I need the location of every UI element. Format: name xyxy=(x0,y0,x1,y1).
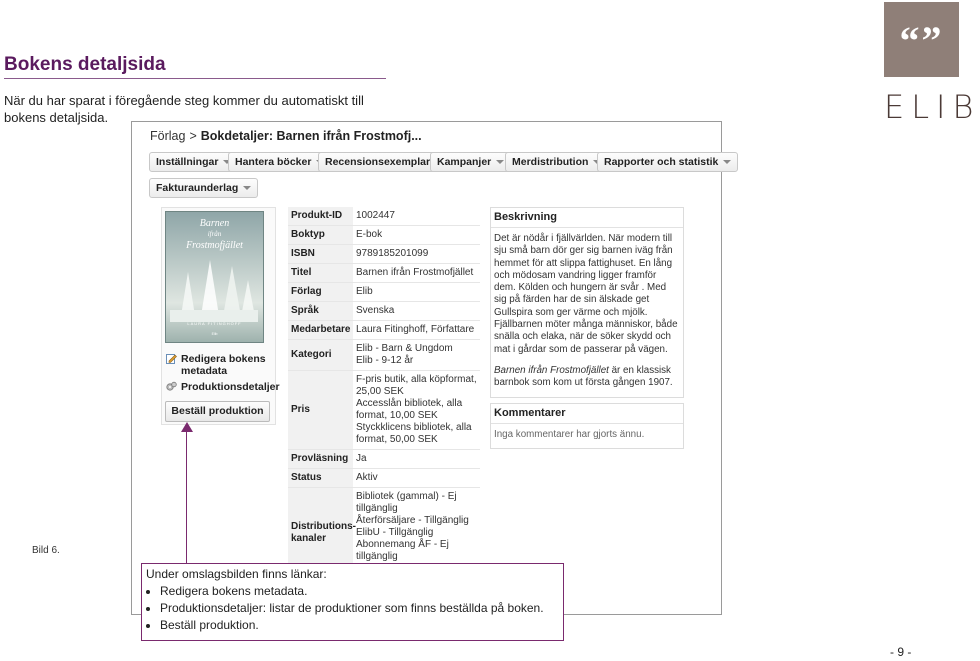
cover-author: LAURA FITINGHOFF xyxy=(187,321,242,326)
detail-row xyxy=(288,226,480,245)
detail-row xyxy=(288,245,480,264)
callout-item: • Redigera bokens metadata. xyxy=(160,583,563,600)
quote-mark-icon: “” xyxy=(899,18,944,63)
cover-title-line: ifrån xyxy=(207,230,222,238)
detail-label: Distributions-kanaler xyxy=(288,488,353,578)
nav-rapporter[interactable] xyxy=(597,152,738,172)
detail-label: ISBN xyxy=(288,245,353,263)
comments-panel xyxy=(490,403,684,449)
elib-logo-text: ELIB xyxy=(884,88,980,126)
breadcrumb xyxy=(150,129,422,143)
detail-row xyxy=(288,321,480,340)
description-title: Beskrivning xyxy=(491,208,683,228)
callout-item: • Produktionsdetaljer: listar de produktioner som finns beställda på boken. xyxy=(160,600,563,617)
detail-label: Boktyp xyxy=(288,226,353,244)
cover-publisher: Elib xyxy=(211,332,218,336)
detail-value-line: Elib - Barn & Ungdom xyxy=(356,343,453,354)
nav-label: Fakturaunderlag xyxy=(156,182,239,194)
detail-value-line: Barnen ifrån Frostmofjället xyxy=(356,267,474,278)
detail-value xyxy=(353,302,480,320)
breadcrumb-root[interactable]: Förlag xyxy=(150,129,186,143)
detail-value xyxy=(353,450,480,468)
detail-label: Medarbetare xyxy=(288,321,353,339)
detail-value-line: Styckklicens bibliotek, alla xyxy=(356,422,472,433)
detail-value-line: format, 10,00 SEK xyxy=(356,410,438,421)
detail-value-line: Accesslån bibliotek, alla xyxy=(356,398,463,409)
intro-text: När du har sparat i föregående steg kommer du automatiskt till bokens detaljsida. xyxy=(4,93,364,125)
production-details-link[interactable] xyxy=(166,381,280,393)
detail-value-line: Abonnemang ÅF - Ej xyxy=(356,539,449,550)
nav-label: Merdistribution xyxy=(512,156,589,168)
page-heading: Bokens detaljsida xyxy=(4,54,166,75)
edit-metadata-label: Redigera bokens metadata xyxy=(181,353,266,377)
detail-label: Förlag xyxy=(288,283,353,301)
callout-arrow-line xyxy=(186,430,187,563)
callout-list xyxy=(146,583,563,634)
nav-merdistribution[interactable] xyxy=(505,152,608,172)
nav-fakturaunderlag[interactable] xyxy=(149,178,258,198)
detail-label: Pris xyxy=(288,371,353,449)
detail-value xyxy=(353,245,480,263)
detail-row xyxy=(288,302,480,321)
detail-label: Titel xyxy=(288,264,353,282)
nav-installningar[interactable] xyxy=(149,152,238,172)
detail-value-line: Återförsäljare - Tillgänglig xyxy=(356,515,469,526)
production-details-label: Produktionsdetaljer xyxy=(181,381,280,393)
detail-value-line: Svenska xyxy=(356,305,395,316)
heading-underline xyxy=(4,78,386,79)
detail-row xyxy=(288,469,480,488)
detail-row xyxy=(288,340,480,371)
cover-title-line: Frostmofjället xyxy=(186,240,243,251)
order-production-button[interactable]: Beställ produktion xyxy=(165,401,270,422)
detail-label: Språk xyxy=(288,302,353,320)
chevron-down-icon xyxy=(496,160,504,164)
edit-icon xyxy=(166,353,177,364)
detail-value xyxy=(353,371,480,449)
screenshot-frame xyxy=(131,121,722,615)
detail-value xyxy=(353,226,480,244)
detail-row xyxy=(288,283,480,302)
nav-hantera-bocker[interactable] xyxy=(228,152,331,172)
comments-empty: Inga kommentarer har gjorts ännu. xyxy=(494,429,645,440)
description-paragraph xyxy=(494,365,680,390)
nav-label: Hantera böcker xyxy=(235,156,312,168)
detail-value-line: Laura Fitinghoff, Författare xyxy=(356,324,475,335)
figure-label: Bild 6. xyxy=(32,545,60,556)
details-table xyxy=(288,207,480,579)
description-body xyxy=(491,228,683,404)
detail-label: Status xyxy=(288,469,353,487)
detail-value xyxy=(353,321,480,339)
nav-label: Inställningar xyxy=(156,156,219,168)
detail-row xyxy=(288,264,480,283)
detail-value-line: Ja xyxy=(356,453,367,464)
arrow-up-icon xyxy=(181,422,193,432)
detail-value xyxy=(353,469,480,487)
gears-icon xyxy=(166,381,177,392)
comments-title: Kommentarer xyxy=(491,404,683,424)
description-paragraph: Det är nödår i fjällvärlden. När modern till sju små barn dör ger sig barnen iväg från hemmet för att slippa fattighuset. En lång och mödosam vandring ligger framför dem. Kölden och hungern är svår . Med sig på färden har de sin älskade get Gullspira som ger värme och mjölk. Fjällbarnen möter många människor, både snälla och elaka, när de söker skydd och mat i gårdar som de passerar på vägen. xyxy=(494,233,678,355)
cover-title-line: Barnen xyxy=(199,218,230,229)
chevron-down-icon xyxy=(243,186,251,190)
nav-label: Recensionsexemplar xyxy=(325,156,431,168)
detail-value-line: 1002447 xyxy=(356,210,395,221)
detail-row xyxy=(288,207,480,226)
callout-box xyxy=(141,563,564,641)
detail-label: Kategori xyxy=(288,340,353,370)
detail-row xyxy=(288,371,480,450)
detail-value xyxy=(353,283,480,301)
detail-value xyxy=(353,207,480,225)
detail-value-line: tillgänglig xyxy=(356,551,398,562)
chevron-down-icon xyxy=(723,160,731,164)
detail-value xyxy=(353,264,480,282)
detail-label: Produkt-ID xyxy=(288,207,353,225)
detail-value-line: Elib - 9-12 år xyxy=(356,355,414,366)
detail-value-line: tillgänglig xyxy=(356,503,398,514)
nav-label: Kampanjer xyxy=(437,156,492,168)
page-number: - 9 - xyxy=(890,645,912,659)
detail-value-line: Elib xyxy=(356,286,373,297)
detail-value-line: 25,00 SEK xyxy=(356,386,404,397)
detail-value-line: 9789185201099 xyxy=(356,248,429,259)
description-book-title: Barnen ifrån Frostmofjället xyxy=(494,364,609,376)
detail-value-line: F-pris butik, alla köpformat, xyxy=(356,374,477,385)
detail-value-line: ElibU - Tillgänglig xyxy=(356,527,434,538)
detail-label: Provläsning xyxy=(288,450,353,468)
callout-item: • Beställ produktion. xyxy=(160,617,563,634)
snowy-trees-illustration xyxy=(170,252,258,322)
cover-title xyxy=(166,218,263,251)
breadcrumb-separator: > xyxy=(189,129,197,143)
description-panel xyxy=(490,207,684,398)
nav-label: Rapporter och statistik xyxy=(604,156,719,168)
breadcrumb-current: Bokdetaljer: Barnen ifrån Frostmofj... xyxy=(200,129,422,143)
callout-intro: Under omslagsbilden finns länkar: xyxy=(146,567,327,581)
detail-value xyxy=(353,340,480,370)
book-cover-image xyxy=(165,211,264,343)
nav-kampanjer[interactable] xyxy=(430,152,511,172)
detail-value-line: Bibliotek (gammal) - Ej xyxy=(356,491,457,502)
detail-value-line: Aktiv xyxy=(356,472,378,483)
elib-logo-mark xyxy=(884,2,959,77)
detail-value-line: format, 50,00 SEK xyxy=(356,434,438,445)
description-text: är en klassisk barnbok som kom ut första gången 1907. xyxy=(494,364,673,389)
edit-metadata-link[interactable] xyxy=(166,353,270,377)
detail-row xyxy=(288,450,480,469)
detail-value-line: E-bok xyxy=(356,229,383,240)
